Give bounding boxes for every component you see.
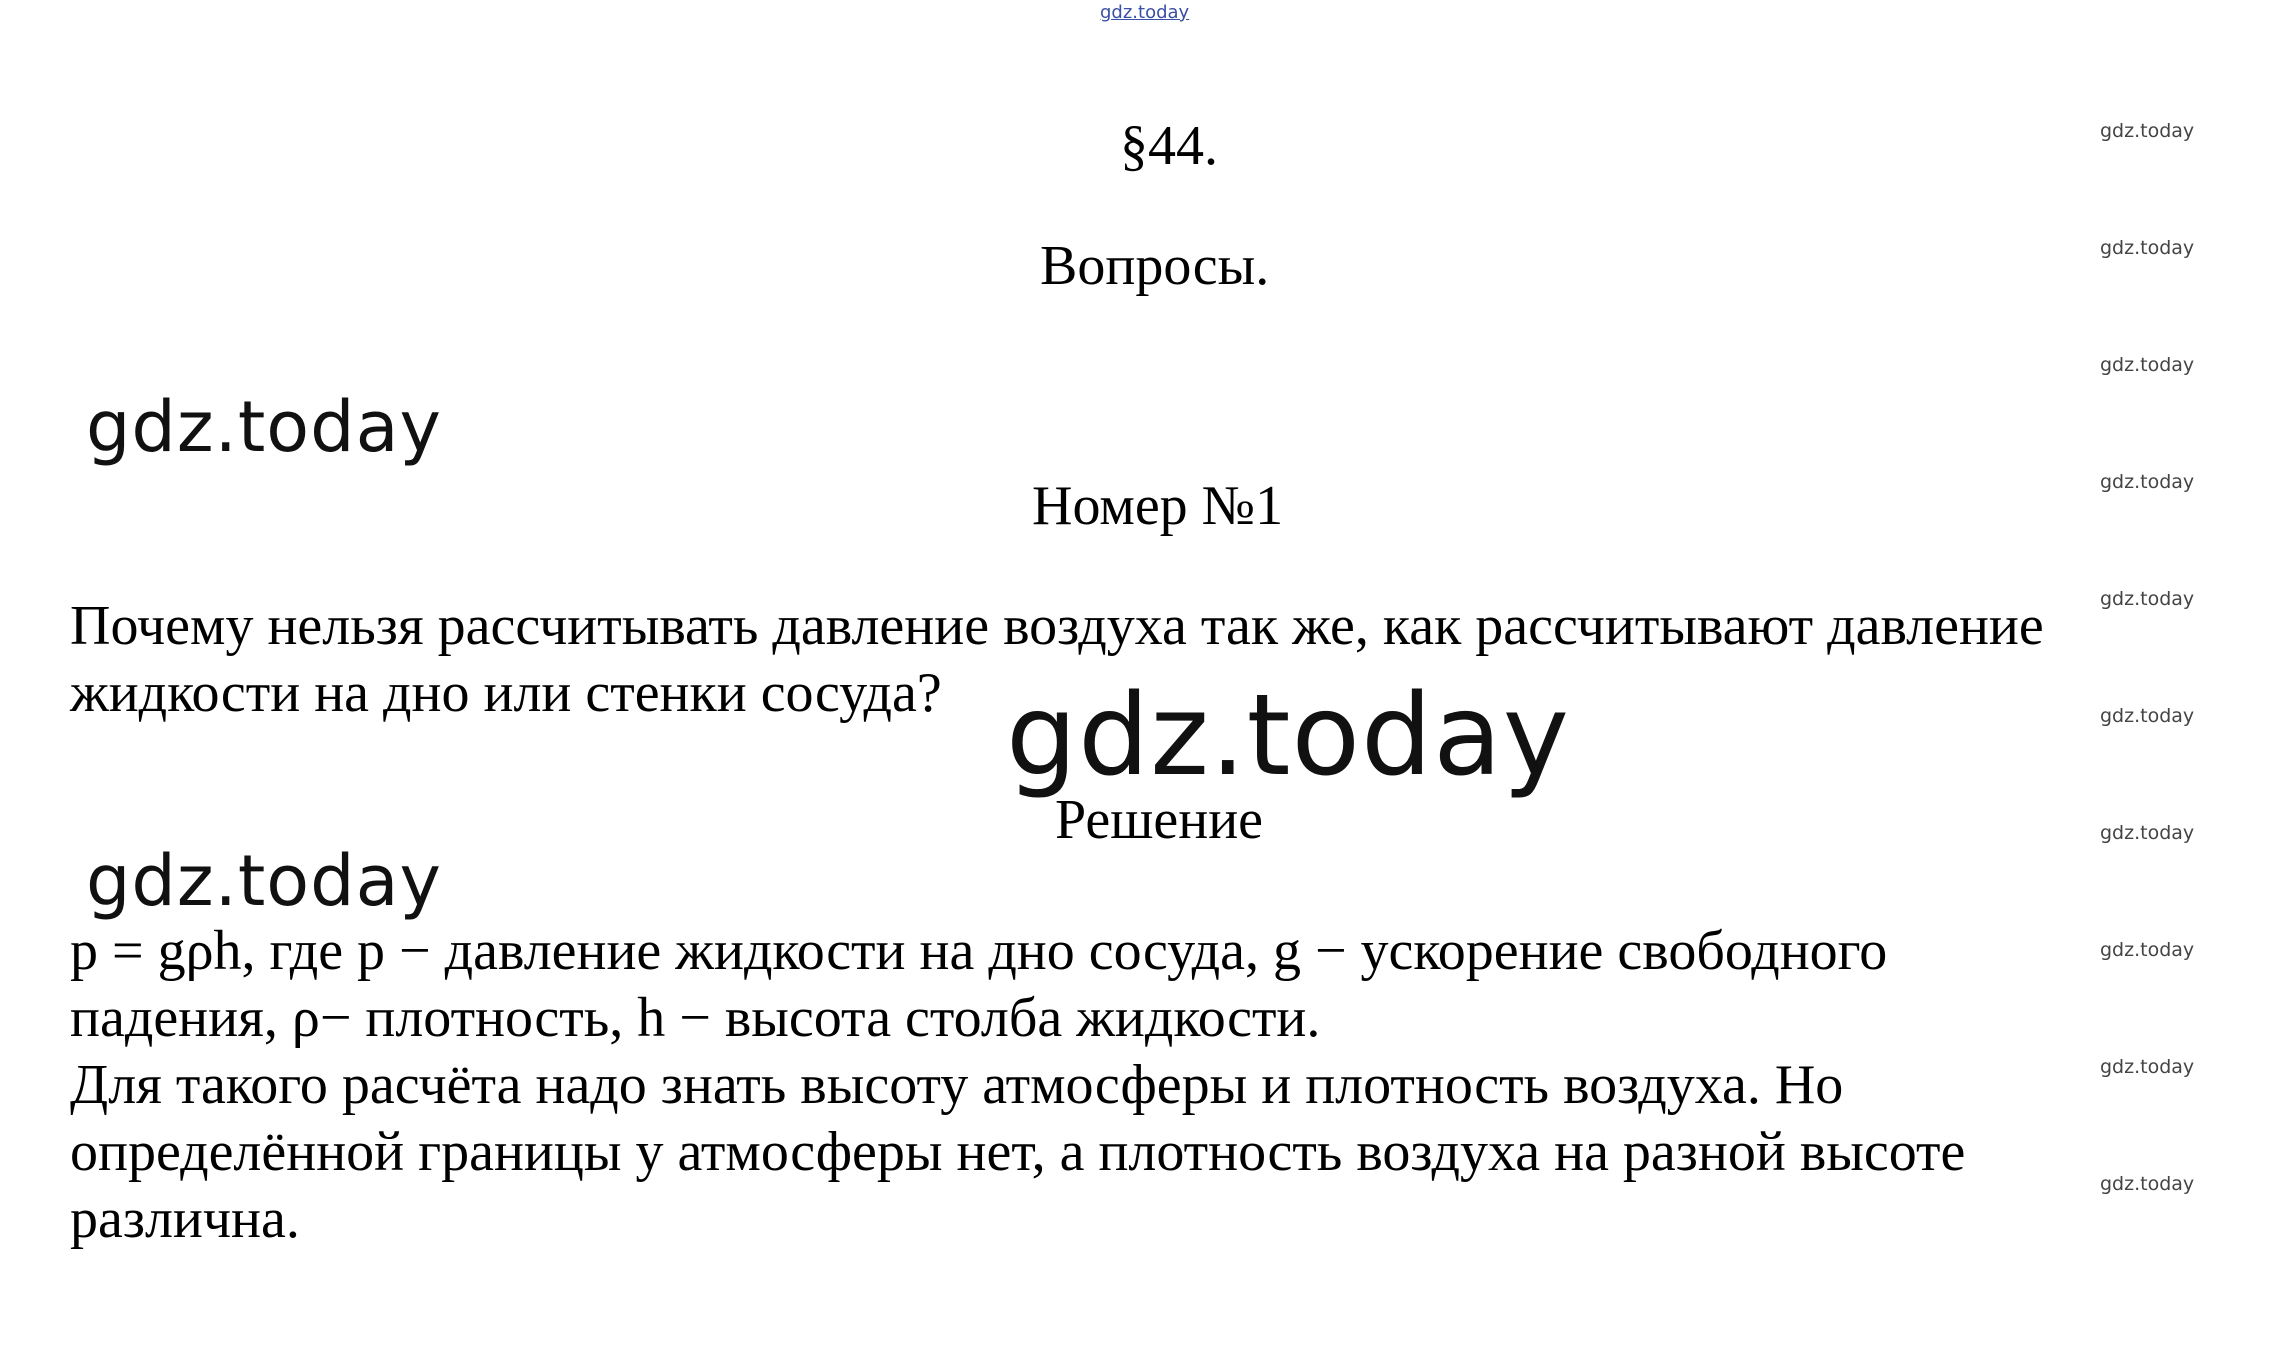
solution-line: различна. [70, 1188, 300, 1250]
watermark-side: gdz.today [2100, 1173, 2195, 1195]
section-heading: Вопросы. [1040, 235, 1270, 297]
solution-text [70, 918, 2220, 1253]
solution-line: падения, ρ− плотность, h − высота столба жидкости. [70, 987, 1321, 1049]
watermark-side: gdz.today [2100, 354, 2195, 376]
watermark-large: gdz.today [86, 840, 442, 922]
watermark-side: gdz.today [2100, 237, 2195, 259]
watermark-side: gdz.today [2100, 939, 2195, 961]
solution-line: Для такого расчёта надо знать высоту атмосферы и плотность воздуха. Но [70, 1054, 1844, 1116]
watermark-top: gdz.today [1100, 2, 1190, 23]
question-text [70, 593, 2220, 727]
watermark-large: gdz.today [86, 386, 442, 468]
watermark-side: gdz.today [2100, 822, 2195, 844]
solution-heading: Решение [1055, 789, 1264, 851]
watermark-side: gdz.today [2100, 120, 2195, 142]
question-line: жидкости на дно или стенки сосуда? [70, 662, 942, 724]
watermark-side: gdz.today [2100, 471, 2195, 493]
watermark-large: gdz.today [1006, 671, 1571, 801]
solution-line: p = gρh, где p − давление жидкости на дно сосуда, g − ускорение свободного [70, 920, 1888, 982]
watermark-side: gdz.today [2100, 705, 2195, 727]
question-line: Почему нельзя рассчитывать давление воздуха так же, как рассчитывают давление [70, 595, 2044, 657]
watermark-side: gdz.today [2100, 588, 2195, 610]
paragraph-heading: §44. [1120, 115, 1218, 177]
solution-line: определённой границы у атмосферы нет, а плотность воздуха на разной высоте [70, 1121, 1966, 1183]
watermark-side: gdz.today [2100, 1056, 2195, 1078]
question-number-heading: Номер №1 [1032, 475, 1284, 537]
